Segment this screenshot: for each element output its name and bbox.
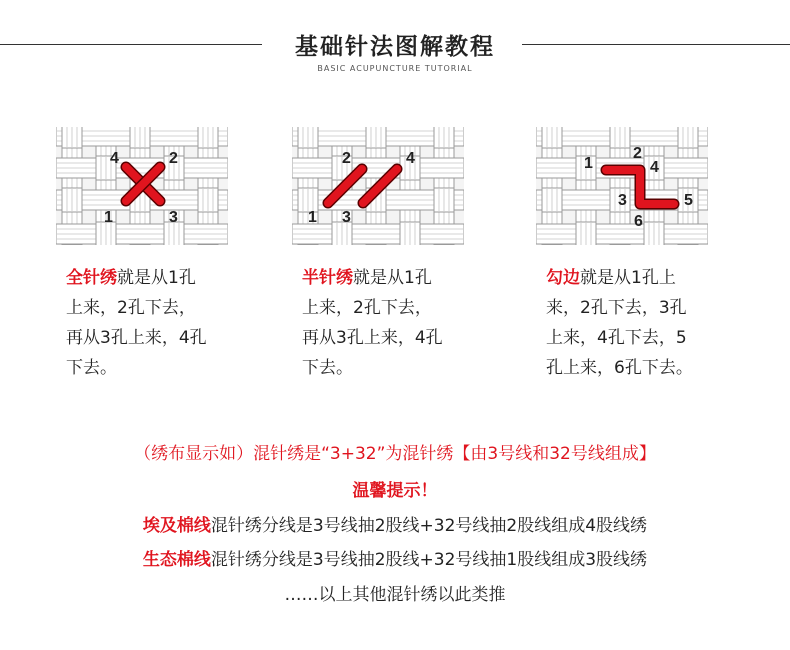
hole-label: 1 xyxy=(104,209,113,226)
backstitch-description xyxy=(546,263,746,383)
desc-line: 勾边就是从1孔上 xyxy=(546,268,676,288)
stitch-name: 勾边 xyxy=(546,268,580,288)
desc-line: 上来，4孔下去，5 xyxy=(546,328,687,348)
page-title: 基础针法图解教程 xyxy=(295,34,495,60)
desc-line: 半针绣就是从1孔 xyxy=(302,268,432,288)
hole-label: 1 xyxy=(308,209,317,226)
hole-label: 2 xyxy=(342,150,351,167)
hole-label: 4 xyxy=(406,150,415,167)
hole-label: 2 xyxy=(169,150,178,167)
page-subtitle: BASIC ACUPUNCTURE TUTORIAL xyxy=(317,64,473,73)
hole-label: 3 xyxy=(169,209,178,226)
desc-line: 来，2孔下去，3孔 xyxy=(546,298,687,318)
hole-label: 3 xyxy=(618,192,627,209)
desc-line: 下去。 xyxy=(66,358,117,378)
desc-line: 上来，2孔下去， xyxy=(66,298,196,318)
hole-label: 2 xyxy=(633,145,642,162)
desc-line: 上来，2孔下去， xyxy=(302,298,432,318)
hole-label: 6 xyxy=(634,213,643,230)
tip-heading: 温馨提示！ xyxy=(352,481,438,501)
desc-line: 再从3孔上来，4孔 xyxy=(302,328,443,348)
desc-line: 下去。 xyxy=(302,358,353,378)
hole-label: 5 xyxy=(684,192,693,209)
full-stitch-description xyxy=(66,263,256,383)
half-stitch-description xyxy=(302,263,492,383)
thread-type-label: 埃及棉线 xyxy=(142,516,211,536)
half-stitch-diagram xyxy=(292,127,464,245)
weave-grid xyxy=(536,127,708,245)
full-stitch-diagram xyxy=(56,127,228,245)
mixed-stitch-note: （绣布显示如）混针绣是“3+32”为混针绣【由3号线和32号线组成】 xyxy=(134,444,656,464)
etc-note: ……以上其他混针绣以此类推 xyxy=(284,585,506,605)
stitch-name: 半针绣 xyxy=(302,268,353,288)
desc-line: 全针绣就是从1孔 xyxy=(66,268,196,288)
thread-type-label: 生态棉线 xyxy=(142,550,211,570)
desc-line: 再从3孔上来，4孔 xyxy=(66,328,207,348)
hole-label: 4 xyxy=(650,159,659,176)
egyptian-cotton-note: 埃及棉线混针绣分线是3号线抽2股线+32号线抽2股线组成4股线绣 xyxy=(142,516,648,536)
hole-label: 3 xyxy=(342,209,351,226)
hole-label: 4 xyxy=(110,150,119,167)
hole-label: 1 xyxy=(584,155,593,172)
desc-line: 孔上来，6孔下去。 xyxy=(546,358,693,378)
backstitch-diagram xyxy=(536,127,708,245)
stitch-name: 全针绣 xyxy=(66,268,117,288)
eco-cotton-note: 生态棉线混针绣分线是3号线抽2股线+32号线抽1股线组成3股线绣 xyxy=(142,550,648,570)
